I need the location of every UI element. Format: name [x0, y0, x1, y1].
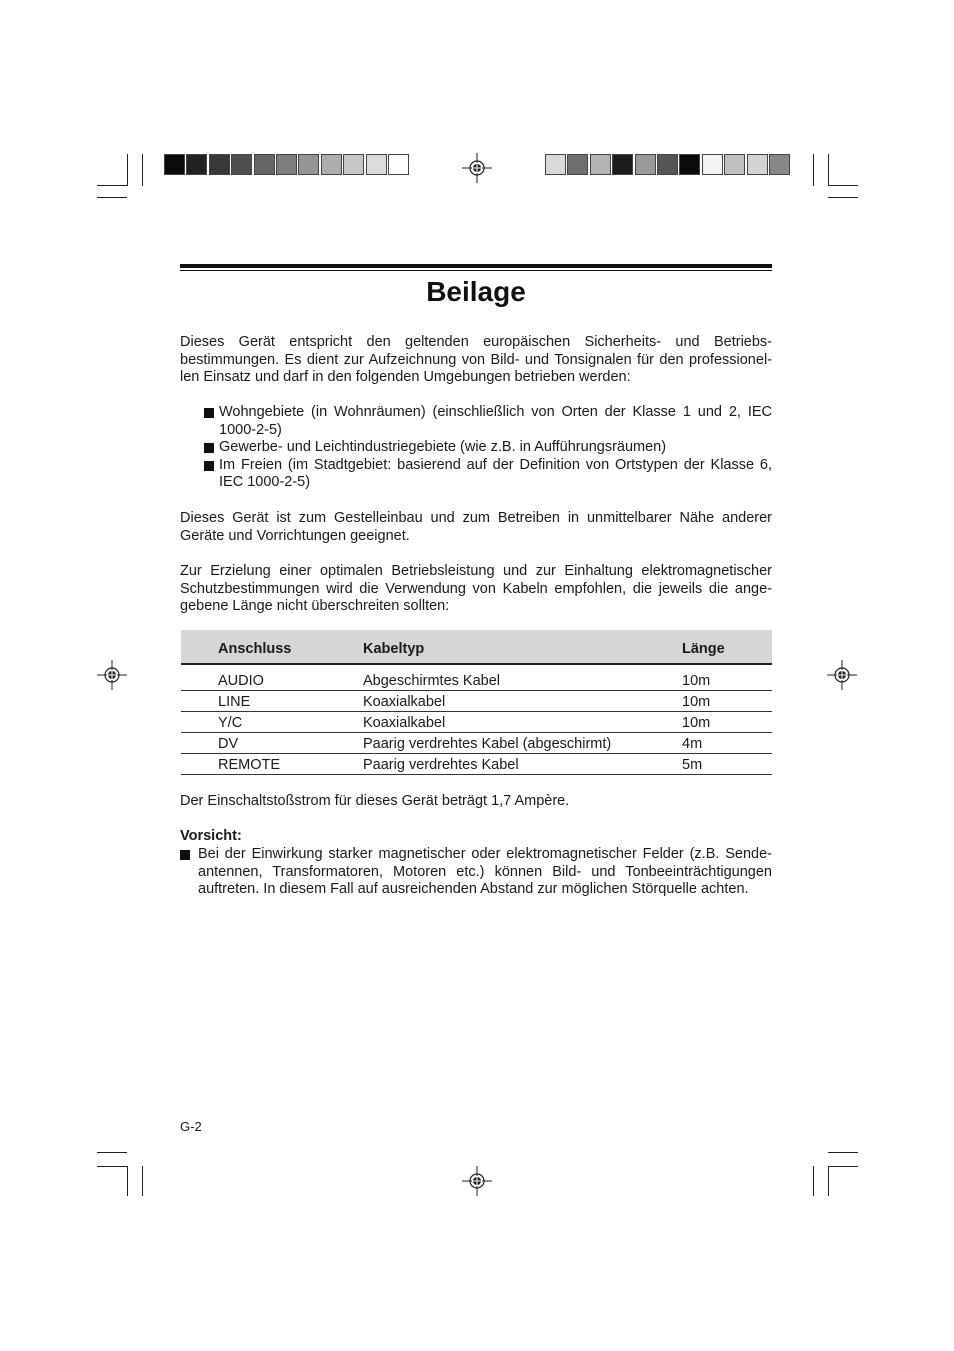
color-swatch	[612, 154, 633, 175]
caution-heading: Vorsicht:	[180, 828, 242, 844]
header-laenge: Länge	[682, 641, 725, 657]
cell-anschluss: AUDIO	[218, 673, 264, 689]
bullet-square-icon	[204, 443, 214, 453]
table-row	[181, 670, 772, 691]
crop-mark	[828, 1166, 829, 1196]
cell-laenge: 5m	[682, 757, 703, 773]
crop-mark	[97, 185, 127, 186]
crop-mark	[97, 1166, 127, 1167]
bullet-square-icon	[180, 850, 190, 860]
crop-mark	[828, 154, 829, 186]
inrush-current-text: Der Einschaltstoßstrom für dieses Gerät beträgt 1,7 Ampère.	[180, 793, 570, 809]
cell-kabeltyp: Abgeschirmtes Kabel	[363, 673, 501, 689]
bullet-square-icon	[204, 408, 214, 418]
table-row	[181, 733, 772, 754]
crop-mark	[142, 154, 143, 186]
color-swatch	[321, 154, 342, 175]
cable-paragraph: Zur Erzielung einer optimalen Betriebsleistung und zur Einhaltung elektromagnetischer Schutzbestimmungen wird die Verwendung von Kabeln empfohlen, die jeweils die ange-gebene Länge nicht überschreiten sollten:	[180, 563, 772, 614]
registration-mark-icon	[462, 153, 492, 183]
cell-laenge: 10m	[682, 694, 711, 710]
cell-kabeltyp: Koaxialkabel	[363, 694, 446, 710]
table-row	[181, 691, 772, 712]
crop-mark	[828, 1152, 858, 1153]
color-swatch	[254, 154, 275, 175]
list-item	[204, 439, 772, 457]
caution-text: Bei der Einwirkung starker magnetischer oder elektromagnetischer Felder (z.B. Sende-antennen, Transformatoren, Motoren etc.) können Bild- und Tonbeeinträchtigungen auftreten. In diesem Fall auf ausreichenden Abstand zur möglichen Störquelle achten.	[198, 846, 772, 897]
crop-mark	[142, 1166, 143, 1196]
crop-mark	[828, 1166, 858, 1167]
list-item	[204, 457, 772, 492]
title-rule	[180, 264, 772, 268]
crop-mark	[828, 185, 858, 186]
cell-anschluss: LINE	[218, 694, 251, 710]
color-swatch	[343, 154, 364, 175]
list-item-text: Wohngebiete (in Wohnräumen) (einschließlich von Orten der Klasse 1 und 2, IEC 1000-2-5)	[219, 404, 772, 438]
cell-laenge: 10m	[682, 715, 711, 731]
crop-mark	[97, 197, 127, 198]
color-swatch	[276, 154, 297, 175]
crop-mark	[97, 1152, 127, 1153]
color-swatch	[657, 154, 678, 175]
crop-mark	[127, 154, 128, 186]
intro-paragraph: Dieses Gerät entspricht den geltenden europäischen Sicherheits- und Betriebs-bestimmungen. Es dient zur Aufzeichnung von Bild- und Tonsignalen für den professionel-len Einsatz und darf in den folgenden Umgebungen betrieben werden:	[180, 334, 772, 385]
registration-mark-icon	[97, 660, 127, 690]
cell-kabeltyp: Paarig verdrehtes Kabel	[363, 757, 519, 773]
cell-kabeltyp: Paarig verdrehtes Kabel (abgeschirmt)	[363, 736, 612, 752]
cell-anschluss: REMOTE	[218, 757, 281, 773]
table-row	[181, 754, 772, 775]
list-item	[204, 404, 772, 439]
color-swatch	[567, 154, 588, 175]
color-swatch	[186, 154, 207, 175]
cell-laenge: 10m	[682, 673, 711, 689]
table-row	[181, 712, 772, 733]
crop-mark	[813, 1166, 814, 1196]
color-swatch	[366, 154, 387, 175]
registration-mark-icon	[462, 1166, 492, 1196]
cable-table	[181, 630, 772, 775]
color-swatch	[747, 154, 768, 175]
color-swatch	[724, 154, 745, 175]
crop-mark	[828, 197, 858, 198]
caution-block	[180, 846, 772, 899]
environment-list	[204, 404, 772, 492]
cell-kabeltyp: Koaxialkabel	[363, 715, 446, 731]
color-swatch	[545, 154, 566, 175]
list-item-text: Im Freien (im Stadtgebiet: basierend auf der Definition von Ortstypen der Klasse 6, IEC 1000-2-5)	[219, 456, 772, 490]
rack-mount-paragraph: Dieses Gerät ist zum Gestelleinbau und zum Betreiben in unmittelbarer Nähe anderer Geräte und Vorrichtungen geeignet.	[180, 510, 772, 544]
color-swatch	[702, 154, 723, 175]
table-header	[181, 630, 772, 665]
registration-mark-icon	[827, 660, 857, 690]
color-swatch	[769, 154, 790, 175]
crop-mark	[127, 1166, 128, 1196]
bullet-square-icon	[204, 461, 214, 471]
list-item-text: Gewerbe- und Leichtindustriegebiete (wie z.B. in Aufführungsräumen)	[219, 439, 667, 455]
header-kabeltyp: Kabeltyp	[363, 641, 425, 657]
title-rule	[180, 270, 772, 271]
header-anschluss: Anschluss	[218, 641, 292, 657]
color-swatch	[209, 154, 230, 175]
color-swatch	[298, 154, 319, 175]
cell-anschluss: DV	[218, 736, 239, 752]
page-title: Beilage	[426, 276, 526, 307]
color-swatch	[635, 154, 656, 175]
color-swatch	[231, 154, 252, 175]
cell-laenge: 4m	[682, 736, 703, 752]
cell-anschluss: Y/C	[218, 715, 243, 731]
page-number: G-2	[180, 1119, 202, 1134]
color-swatch	[164, 154, 185, 175]
color-swatch	[590, 154, 611, 175]
color-swatch	[388, 154, 409, 175]
color-swatch	[679, 154, 700, 175]
crop-mark	[813, 154, 814, 186]
